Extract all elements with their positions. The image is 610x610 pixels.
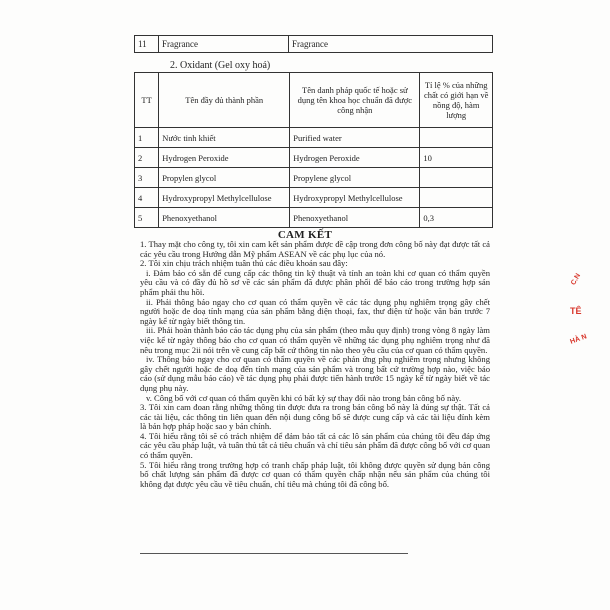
commitment-title: CAM KẾT	[277, 229, 333, 241]
ingredient-intl-name: Hydrogen Peroxide	[290, 148, 420, 168]
header-rate: Tỉ lệ % của những chất có giới hạn về nồng độ, hàm lượng	[420, 73, 493, 128]
ingredient-intl-name: Purified water	[290, 128, 420, 148]
commitment-body	[140, 240, 490, 489]
table-header-row	[135, 73, 493, 128]
ingredient-name: Hydrogen Peroxide	[159, 148, 290, 168]
ingredient-intl-name: Propylene glycol	[290, 168, 420, 188]
row-number: 4	[135, 188, 159, 208]
table-row	[135, 36, 493, 53]
row-number: 1	[135, 128, 159, 148]
header-full-name: Tên đầy đủ thành phần	[159, 73, 290, 128]
ingredient-table	[134, 72, 493, 228]
ingredient-name: Phenoxyethanol	[159, 208, 290, 228]
commitment-paragraph-3: 3. Tôi xin cam đoan rằng những thông tin được đưa ra trong bản công bố này là đúng sự thật. Tất cả các tài liệu, các thông tin liên quan đến nội dung công bố sẽ được cung cấp và các tài liệu đính kèm là bản hợp pháp hoặc sao y bản chính.	[140, 402, 490, 432]
ingredient-intl-name: Phenoxyethanol	[290, 208, 420, 228]
commitment-paragraph-4: 4. Tôi hiểu rằng tôi sẽ có trách nhiệm để đảm bảo tất cả các lô sản phẩm của chúng tôi đều đáp ứng các yêu cầu pháp luật, và tuân thủ tất cả tiêu chuẩn và chỉ tiêu sản phẩm đã được công bố với cơ quan có thẩm quyền.	[140, 430, 490, 461]
stamp-fragment-1: C.N	[569, 272, 583, 287]
table-row	[135, 188, 493, 208]
header-intl-name: Tên danh pháp quốc tế hoặc sử dụng tên khoa học chuẩn đã được công nhận	[290, 73, 420, 128]
row-number: 3	[135, 168, 159, 188]
commitment-item-iii: iii. Phải hoàn thành báo cáo tác dụng phụ của sản phẩm (theo mẫu quy định) trong vòng 8 ngày làm việc kể từ ngày thông báo cho cơ quan có thẩm quyền về những tác dụng phụ nghiêm trọng như đã nêu trong mục 2ii nói trên về cung cấp bất cứ thông tin nào theo yêu cầu của cơ quan có thẩm quyền.	[140, 325, 490, 355]
ingredient-name: Fragrance	[159, 36, 289, 53]
table-row	[135, 148, 493, 168]
ingredient-rate	[420, 128, 493, 148]
ingredient-name: Propylen glycol	[159, 168, 290, 188]
ingredient-rate: 0,3	[420, 208, 493, 228]
ingredient-table-continued	[134, 35, 493, 53]
header-tt: TT	[135, 73, 159, 128]
ingredient-name: Hydroxypropyl Methylcellulose	[159, 188, 290, 208]
ingredient-intl-name: Fragrance	[289, 36, 493, 53]
table-row	[135, 208, 493, 228]
ingredient-rate	[420, 188, 493, 208]
signature-divider	[140, 553, 408, 554]
commitment-item-iv: iv. Thông báo ngay cho cơ quan có thẩm quyền về các phản ứng phụ nghiêm trọng nhưng không gây chết người hoặc đe doạ đến tính mạng của sản phẩm và trong bất cứ trường hợp nào, việc báo cáo (sử dụng mẫu báo cáo) về tác dụng phụ phải được tiến hành trước 15 ngày kể từ ngày biết về tác dụng phụ này.	[140, 354, 490, 393]
commitment-item-i: i. Đảm bảo có sẵn để cung cấp các thông tin kỹ thuật và tính an toàn khi cơ quan có thẩm quyền yêu cầu và có đầy đủ hồ sơ về các sản phẩm đã được phân phối để báo cáo trong trường hợp sản phẩm phải thu hồi.	[140, 267, 490, 297]
ingredient-rate	[420, 168, 493, 188]
ingredient-name: Nước tinh khiết	[159, 128, 290, 148]
stamp-fragment-3: HÀ N	[569, 333, 588, 346]
commitment-item-v: v. Công bố với cơ quan có thẩm quyền khi có bất kỳ sự thay đổi nào trong bản công bố này.	[146, 392, 462, 403]
stamp-fragment-2: TÊ	[570, 306, 582, 316]
row-number: 5	[135, 208, 159, 228]
row-number: 11	[135, 36, 159, 53]
ingredient-intl-name: Hydroxypropyl Methylcellulose	[290, 188, 420, 208]
ingredient-rate: 10	[420, 148, 493, 168]
table-row	[135, 168, 493, 188]
commitment-paragraph-1: 1. Thay mặt cho công ty, tôi xin cam kết sản phẩm được đề cập trong đơn công bố này đạt được tất cả các yêu cầu trong Hướng dẫn Mỹ phẩm ASEAN về các phụ lục của nó.	[140, 239, 490, 259]
commitment-item-ii: ii. Phải thông báo ngay cho cơ quan có thẩm quyền về các tác dụng phụ nghiêm trọng gây chết người hoặc đe doạ tính mạng của sản phẩm bằng điện thoại, fax, thư điện tử hoặc văn bản trước 7 ngày kể từ ngày biết thông tin.	[140, 296, 490, 326]
section-heading: 2. Oxidant (Gel oxy hoá)	[170, 60, 271, 71]
commitment-paragraph-5: 5. Tôi hiểu rằng trong trường hợp có tranh chấp pháp luật, tôi không được quyền sử dụng bản công bố chất lượng sản phẩm đã được cơ quan có thẩm quyền chấp nhận nếu sản phẩm của chúng tôi không đạt được yêu cầu về tiêu chuẩn, chỉ tiêu mà chúng tôi đã công bố.	[140, 459, 490, 489]
row-number: 2	[135, 148, 159, 168]
table-row	[135, 128, 493, 148]
commitment-paragraph-2: 2. Tôi xin chịu trách nhiệm tuân thủ các điều khoản sau đây:	[140, 258, 348, 269]
